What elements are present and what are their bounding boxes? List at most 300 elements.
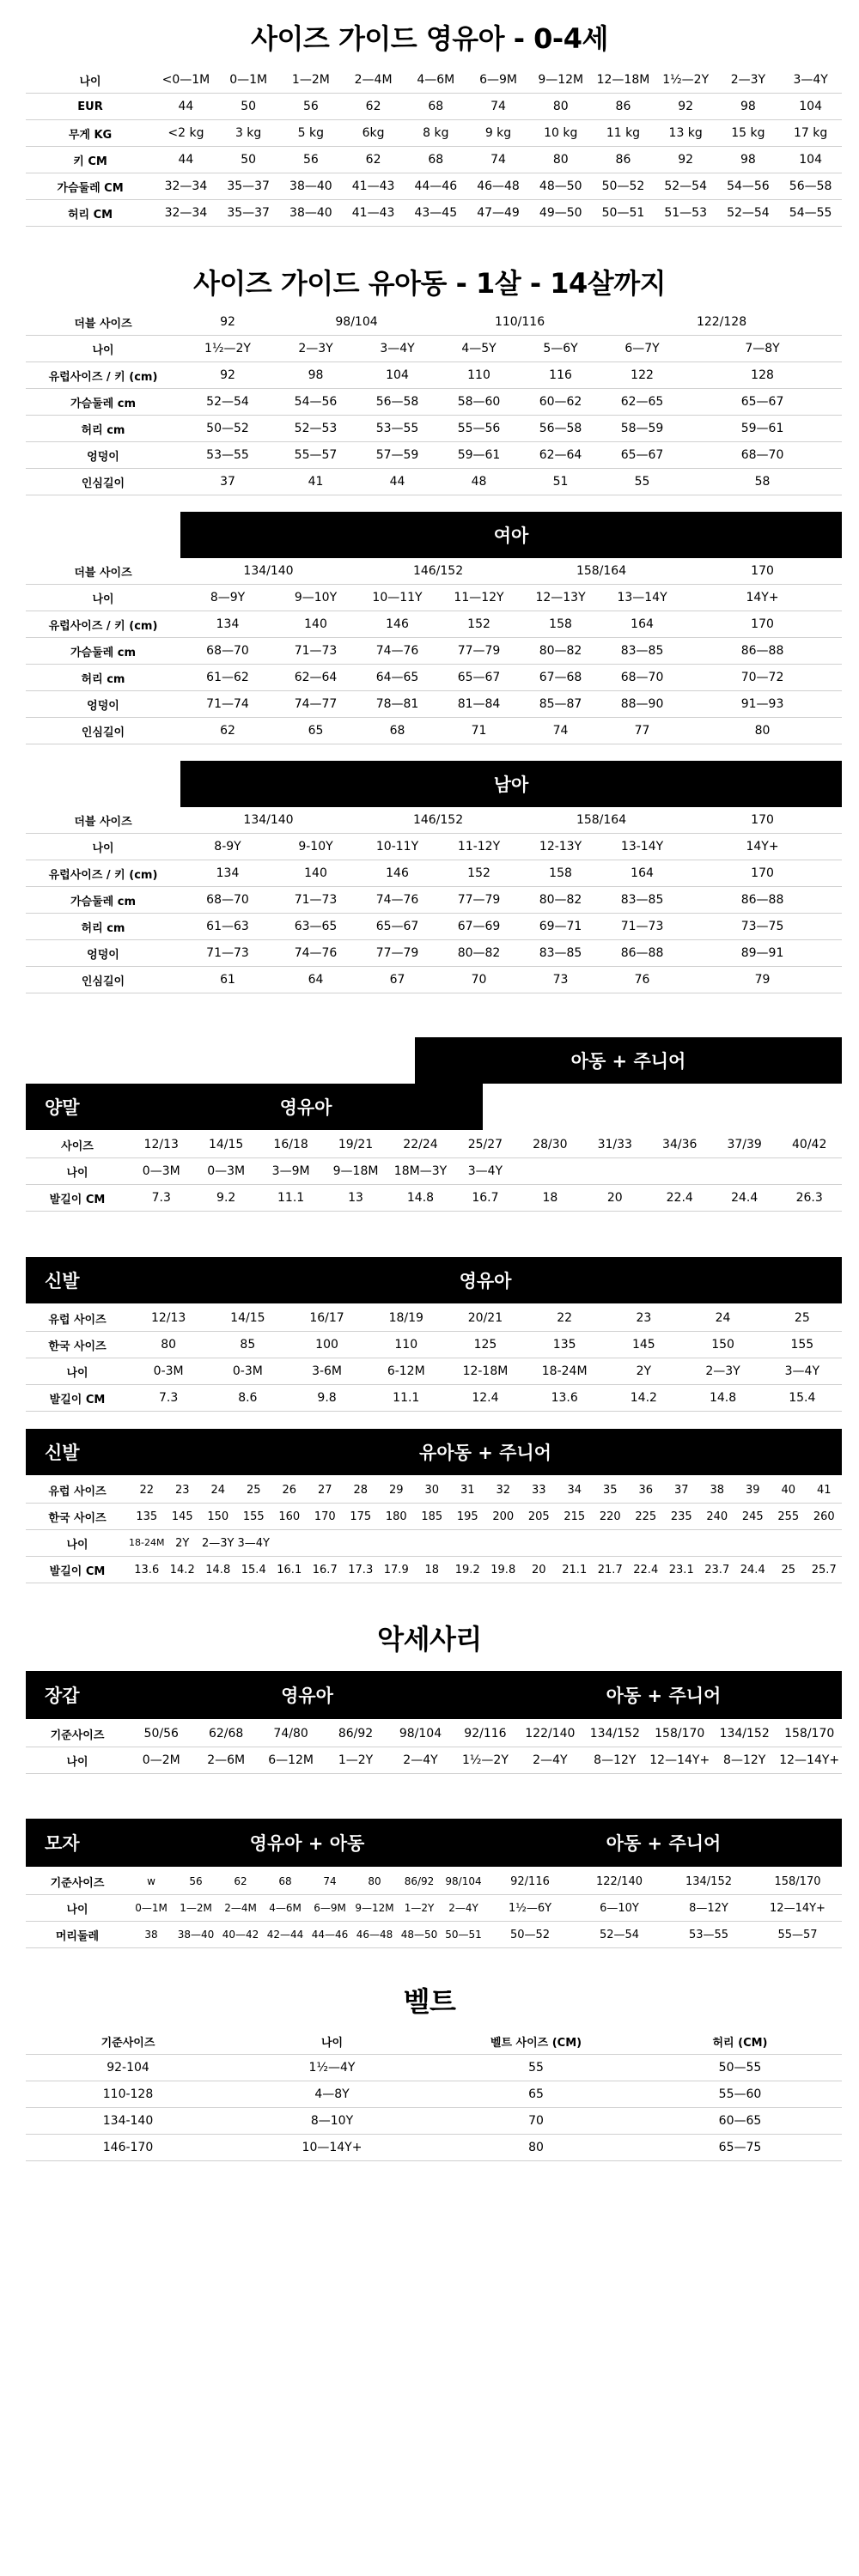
table-cell: 52—54: [575, 1922, 664, 1948]
table-cell: 205: [521, 1504, 557, 1530]
table-cell: 69—71: [520, 914, 601, 940]
table-cell: 52—54: [655, 173, 717, 200]
table-cell: 32: [485, 1477, 521, 1504]
row-label: 더블 사이즈: [26, 807, 180, 834]
row-label: 인심길이: [26, 967, 180, 993]
table-cell: 140: [275, 611, 356, 638]
table-cell: 9-10Y: [275, 834, 356, 860]
table-row: [26, 1305, 842, 1332]
table-cell: 24.4: [735, 1557, 771, 1583]
table-cell: 80: [434, 2135, 638, 2161]
table-cell: 50: [217, 147, 280, 173]
table-cell: 18: [414, 1557, 450, 1583]
table-cell: 41—43: [342, 200, 405, 227]
table-cell: 1½—4Y: [230, 2055, 434, 2081]
table-cell: 116: [520, 362, 601, 389]
row-label: 더블 사이즈: [26, 558, 180, 585]
table-row: [26, 336, 842, 362]
table-cell: 47—49: [467, 200, 530, 227]
table-cell: 49—50: [529, 200, 592, 227]
table-cell: 16.7: [308, 1557, 344, 1583]
row-label: 나이: [26, 1747, 129, 1774]
table-cell: 16.7: [453, 1185, 517, 1212]
row-label: 유럽사이즈 / 키 (cm): [26, 860, 180, 887]
table-cell: 14/15: [208, 1305, 287, 1332]
table-cell: 80: [529, 147, 592, 173]
table-cell: 38: [699, 1477, 735, 1504]
table-cell: 6—9M: [467, 67, 530, 94]
table-cell: 55—56: [438, 416, 520, 442]
table-cell: 8 kg: [405, 120, 467, 147]
table-cell: 58—60: [438, 389, 520, 416]
table-cell: 44: [155, 147, 217, 173]
table-cell: 3—4Y: [453, 1158, 517, 1185]
table-cell: 98: [717, 94, 780, 120]
table-cell: 100: [287, 1332, 366, 1358]
girls-header: 여아: [180, 512, 842, 558]
table-cell: 140: [275, 860, 356, 887]
table-cell: 70—72: [683, 665, 842, 691]
table-row: [26, 718, 842, 744]
row-label: 허리 (CM): [638, 2028, 842, 2055]
table-cell: 9.8: [287, 1385, 366, 1412]
table-cell: 145: [604, 1332, 683, 1358]
table-cell: 1½—2Y: [453, 1747, 517, 1774]
table-cell: 80: [129, 1332, 208, 1358]
table-cell: 92: [180, 309, 275, 336]
row-label: 나이: [26, 336, 180, 362]
row-label: 머리둘레: [26, 1922, 129, 1948]
table-cell: 34/36: [648, 1132, 712, 1158]
table-cell: 128: [683, 362, 842, 389]
table-cell: [699, 1530, 735, 1557]
row-label: 나이: [26, 834, 180, 860]
table-cell: 13-14Y: [601, 834, 683, 860]
table-row: [26, 1922, 842, 1948]
table-cell: 35—37: [217, 200, 280, 227]
row-label: 유럽 사이즈: [26, 1305, 129, 1332]
table-cell: 74: [467, 94, 530, 120]
table-cell: 81—84: [438, 691, 520, 718]
row-label: 벨트 사이즈 (CM): [434, 2028, 638, 2055]
table-row: [26, 1385, 842, 1412]
table-row: [26, 94, 842, 120]
table-cell: 68: [405, 147, 467, 173]
table-cell: 12-13Y: [520, 834, 601, 860]
row-label: 나이: [26, 585, 180, 611]
table-cell: 35: [593, 1477, 629, 1504]
socks-size-table: [26, 1132, 842, 1212]
table-cell: 14Y+: [683, 834, 842, 860]
table-cell: 77—79: [356, 940, 438, 967]
table-cell: 3-6M: [287, 1358, 366, 1385]
table-cell: [771, 1530, 807, 1557]
table-cell: 1—2M: [280, 67, 343, 94]
table-cell: 92-104: [26, 2055, 230, 2081]
table-cell: 50—52: [485, 1922, 575, 1948]
table-cell: 2—4Y: [388, 1747, 453, 1774]
table-cell: 38—40: [174, 1922, 218, 1948]
table-cell: 8—9Y: [180, 585, 275, 611]
table-cell: 160: [271, 1504, 308, 1530]
table-cell: 41: [275, 469, 356, 495]
table-cell: 68—70: [180, 638, 275, 665]
table-cell: 34: [557, 1477, 593, 1504]
table-cell: 6kg: [342, 120, 405, 147]
table-cell: 7.3: [129, 1385, 208, 1412]
table-cell: 8-9Y: [180, 834, 275, 860]
table-cell: 14.2: [165, 1557, 201, 1583]
table-cell: 26.3: [777, 1185, 842, 1212]
table-cell: 19.8: [485, 1557, 521, 1583]
table-cell: 56: [280, 94, 343, 120]
table-cell: 170: [683, 860, 842, 887]
table-cell: 20: [582, 1185, 647, 1212]
gloves-label: 장갑: [26, 1671, 129, 1719]
table-cell: 74—76: [275, 940, 356, 967]
row-label: 인심길이: [26, 469, 180, 495]
table-cell: 43—45: [405, 200, 467, 227]
table-cell: 60—65: [638, 2108, 842, 2135]
table-cell: 10-11Y: [356, 834, 438, 860]
table-cell: 74: [467, 147, 530, 173]
table-cell: w: [129, 1868, 174, 1895]
table-cell: 73—75: [683, 914, 842, 940]
table-row: [26, 173, 842, 200]
table-cell: 25.7: [807, 1557, 843, 1583]
table-cell: 10—11Y: [356, 585, 438, 611]
table-cell: 39: [735, 1477, 771, 1504]
table-cell: 152: [438, 860, 520, 887]
table-cell: 6-12M: [367, 1358, 446, 1385]
row-label: 기준사이즈: [26, 2028, 230, 2055]
table-cell: 92: [180, 362, 275, 389]
table-cell: 35—37: [217, 173, 280, 200]
table-cell: 28: [343, 1477, 379, 1504]
table-cell: 0—1M: [217, 67, 280, 94]
row-label: 가슴둘레 CM: [26, 173, 155, 200]
table-cell: 240: [699, 1504, 735, 1530]
table-cell: 1½—6Y: [485, 1895, 575, 1922]
table-row: [26, 2108, 842, 2135]
table-cell: 38—40: [280, 200, 343, 227]
table-cell: 9—10Y: [275, 585, 356, 611]
table-cell: 92: [655, 147, 717, 173]
row-label: 키 CM: [26, 147, 155, 173]
table-cell: 1—2Y: [397, 1895, 442, 1922]
table-cell: 158: [520, 611, 601, 638]
table-cell: 170: [683, 611, 842, 638]
row-label: 엉덩이: [26, 691, 180, 718]
table-cell: 2—3Y: [717, 67, 780, 94]
table-cell: 51—53: [655, 200, 717, 227]
table-cell: 44: [155, 94, 217, 120]
table-cell: 54—55: [779, 200, 842, 227]
table-row: [26, 120, 842, 147]
table-cell: 92/116: [485, 1868, 575, 1895]
table-cell: 44—46: [405, 173, 467, 200]
table-cell: 65—67: [438, 665, 520, 691]
shoes-kids-header: 유아동 + 주니어: [129, 1429, 842, 1475]
shoes-kids-label: 신발: [26, 1429, 129, 1475]
table-cell: 0—1M: [129, 1895, 174, 1922]
row-label: 한국 사이즈: [26, 1504, 129, 1530]
table-cell: 6—12M: [259, 1747, 323, 1774]
table-row: [26, 1557, 842, 1583]
table-cell: 158/170: [777, 1721, 842, 1747]
table-cell: 91—93: [683, 691, 842, 718]
table-cell: <0—1M: [155, 67, 217, 94]
table-cell: 13: [323, 1185, 387, 1212]
table-cell: 65—67: [601, 442, 683, 469]
table-cell: 88—90: [601, 691, 683, 718]
table-cell: 170: [308, 1504, 344, 1530]
table-cell: 145: [165, 1504, 201, 1530]
table-cell: 33: [521, 1477, 557, 1504]
row-label: 허리 cm: [26, 914, 180, 940]
row-label: 사이즈: [26, 1132, 129, 1158]
table-cell: 104: [779, 147, 842, 173]
table-cell: 13.6: [525, 1385, 604, 1412]
table-cell: 55—60: [638, 2081, 842, 2108]
table-cell: 8—12Y: [712, 1747, 777, 1774]
table-cell: 74: [308, 1868, 352, 1895]
table-cell: 86—88: [683, 638, 842, 665]
table-cell: 68: [356, 718, 438, 744]
table-row: [26, 2055, 842, 2081]
table-cell: 62: [180, 718, 275, 744]
table-cell: 68—70: [601, 665, 683, 691]
table-row: [26, 67, 842, 94]
table-cell: 12—14Y+: [753, 1895, 842, 1922]
table-cell: [664, 1530, 700, 1557]
table-row: [26, 1895, 842, 1922]
table-cell: 56—58: [779, 173, 842, 200]
table-cell: 104: [356, 362, 438, 389]
table-cell: 0-3M: [129, 1358, 208, 1385]
table-cell: 46—48: [352, 1922, 397, 1948]
kids-section-title: 사이즈 가이드 유아동 - 1살 - 14살까지: [192, 267, 667, 300]
row-label: 가슴둘레 cm: [26, 638, 180, 665]
row-label: 가슴둘레 cm: [26, 389, 180, 416]
table-cell: 2Y: [604, 1358, 683, 1385]
table-cell: 80—82: [520, 887, 601, 914]
table-cell: 158/164: [520, 807, 683, 834]
table-cell: 22: [525, 1305, 604, 1332]
row-label: 유럽 사이즈: [26, 1477, 129, 1504]
table-cell: 86: [592, 147, 655, 173]
table-cell: 79: [683, 967, 842, 993]
table-cell: [450, 1530, 486, 1557]
table-cell: 50/56: [129, 1721, 193, 1747]
table-cell: 255: [771, 1504, 807, 1530]
table-cell: 8—10Y: [230, 2108, 434, 2135]
table-cell: 62: [218, 1868, 263, 1895]
table-cell: [557, 1530, 593, 1557]
table-cell: 50—52: [592, 173, 655, 200]
table-cell: 36: [628, 1477, 664, 1504]
boys-size-table: [26, 807, 842, 993]
table-cell: 155: [236, 1504, 272, 1530]
table-cell: 48—50: [397, 1922, 442, 1948]
table-cell: 20: [521, 1557, 557, 1583]
table-cell: 30: [414, 1477, 450, 1504]
table-cell: [379, 1530, 415, 1557]
table-cell: 65: [275, 718, 356, 744]
table-cell: [807, 1530, 843, 1557]
table-cell: 21.7: [593, 1557, 629, 1583]
table-cell: 245: [735, 1504, 771, 1530]
table-cell: 68—70: [683, 442, 842, 469]
table-cell: 18M—3Y: [388, 1158, 453, 1185]
table-cell: 28/30: [518, 1132, 582, 1158]
table-cell: 8.6: [208, 1385, 287, 1412]
table-cell: 2—3Y: [200, 1530, 236, 1557]
table-row: [26, 1158, 842, 1185]
table-row: [26, 1185, 842, 1212]
table-cell: 53—55: [180, 442, 275, 469]
table-cell: 2—4M: [342, 67, 405, 94]
table-cell: 23: [604, 1305, 683, 1332]
table-cell: 83—85: [520, 940, 601, 967]
table-cell: 18-24M: [129, 1530, 165, 1557]
table-cell: 164: [601, 611, 683, 638]
table-cell: 68—70: [180, 887, 275, 914]
table-row: [26, 665, 842, 691]
table-cell: 40/42: [777, 1132, 842, 1158]
table-cell: 17.9: [379, 1557, 415, 1583]
table-row: [26, 200, 842, 227]
table-cell: 4—8Y: [230, 2081, 434, 2108]
row-label: 무게 KG: [26, 120, 155, 147]
table-cell: 18/19: [367, 1305, 446, 1332]
table-cell: 62/68: [193, 1721, 258, 1747]
socks-label: 양말: [26, 1084, 129, 1130]
table-cell: 31: [450, 1477, 486, 1504]
table-cell: 158/170: [648, 1721, 712, 1747]
table-row: [26, 1721, 842, 1747]
table-cell: 85: [208, 1332, 287, 1358]
table-cell: 2—3Y: [275, 336, 356, 362]
table-row: [26, 611, 842, 638]
table-row: [26, 389, 842, 416]
table-cell: 38—40: [280, 173, 343, 200]
table-cell: 15 kg: [717, 120, 780, 147]
table-cell: 55: [601, 469, 683, 495]
table-cell: 29: [379, 1477, 415, 1504]
table-row: [26, 1358, 842, 1385]
table-cell: 25: [771, 1557, 807, 1583]
row-label: 더블 사이즈: [26, 309, 180, 336]
table-cell: [485, 1530, 521, 1557]
socks-baby-header: 영유아: [129, 1084, 483, 1130]
table-cell: 1—2M: [174, 1895, 218, 1922]
table-cell: 134: [180, 860, 275, 887]
table-cell: 63—65: [275, 914, 356, 940]
table-cell: 2Y: [165, 1530, 201, 1557]
table-cell: 164: [601, 860, 683, 887]
table-cell: 175: [343, 1504, 379, 1530]
table-cell: 68: [405, 94, 467, 120]
table-row: [26, 2135, 842, 2161]
table-row: [26, 442, 842, 469]
table-cell: 110-128: [26, 2081, 230, 2108]
table-cell: 4—5Y: [438, 336, 520, 362]
hats-baby-header: 영유아 + 아동: [129, 1819, 485, 1867]
table-cell: 135: [525, 1332, 604, 1358]
table-cell: 52—54: [180, 389, 275, 416]
table-cell: 40—42: [218, 1922, 263, 1948]
table-cell: 10—14Y+: [230, 2135, 434, 2161]
table-row: [26, 362, 842, 389]
table-cell: 12/13: [129, 1305, 208, 1332]
table-row: [26, 147, 842, 173]
table-cell: 59—61: [683, 416, 842, 442]
table-cell: 65—67: [683, 389, 842, 416]
table-cell: 158: [520, 860, 601, 887]
table-cell: 52—54: [717, 200, 780, 227]
table-cell: 16.1: [271, 1557, 308, 1583]
table-cell: 58—59: [601, 416, 683, 442]
table-cell: 59—61: [438, 442, 520, 469]
table-cell: 98/104: [442, 1868, 485, 1895]
table-cell: 125: [446, 1332, 525, 1358]
table-cell: 24: [683, 1305, 762, 1332]
table-cell: 25: [236, 1477, 272, 1504]
table-cell: 77—79: [438, 638, 520, 665]
table-cell: 3—9M: [259, 1158, 323, 1185]
shoes-baby-table: [26, 1305, 842, 1412]
table-row: [26, 638, 842, 665]
row-label: 허리 cm: [26, 416, 180, 442]
table-cell: 24.4: [712, 1185, 777, 1212]
table-cell: 134-140: [26, 2108, 230, 2135]
table-cell: 2—4Y: [518, 1747, 582, 1774]
table-cell: [593, 1530, 629, 1557]
row-label: 나이: [26, 67, 155, 94]
table-cell: 77: [601, 718, 683, 744]
table-cell: 122: [601, 362, 683, 389]
table-cell: 185: [414, 1504, 450, 1530]
table-cell: 170: [683, 558, 842, 585]
table-cell: 0—3M: [193, 1158, 258, 1185]
table-cell: 55—57: [275, 442, 356, 469]
table-cell: 14.8: [683, 1385, 762, 1412]
table-cell: 110: [438, 362, 520, 389]
table-cell: [518, 1158, 582, 1185]
table-cell: 225: [628, 1504, 664, 1530]
shoes-baby-label: 신발: [26, 1257, 129, 1303]
table-cell: [308, 1530, 344, 1557]
table-cell: <2 kg: [155, 120, 217, 147]
table-row: [26, 1747, 842, 1774]
table-cell: 134/152: [664, 1868, 753, 1895]
table-cell: 8—12Y: [664, 1895, 753, 1922]
table-cell: 9.2: [193, 1185, 258, 1212]
table-cell: 110/116: [438, 309, 601, 336]
table-cell: 52—53: [275, 416, 356, 442]
table-row: [26, 558, 842, 585]
row-label: 나이: [26, 1895, 129, 1922]
table-cell: 37: [664, 1477, 700, 1504]
row-label: 발길이 CM: [26, 1557, 129, 1583]
table-cell: 80—82: [520, 638, 601, 665]
table-cell: 195: [450, 1504, 486, 1530]
table-cell: 23.1: [664, 1557, 700, 1583]
table-cell: 25: [763, 1305, 842, 1332]
row-label: 허리 CM: [26, 200, 155, 227]
table-cell: 19.2: [450, 1557, 486, 1583]
